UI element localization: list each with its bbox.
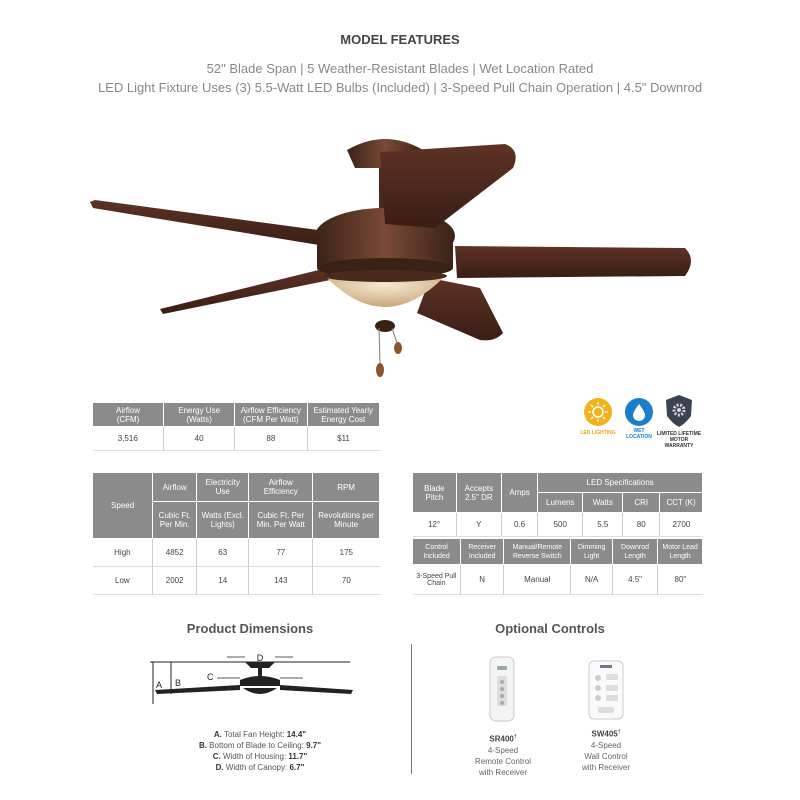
spec-table [412,472,703,537]
fan-blade [455,246,691,278]
list-item [140,752,380,761]
dim-value: 9.7" [306,741,322,750]
wet-location-label: WET LOCATION [626,428,652,440]
spec-amps-value: 0.6 [501,513,537,537]
speed-col-electricity: Electricity Use [197,473,249,502]
spec-watts-value: 5.5 [583,513,623,537]
features-line-2: LED Light Fixture Uses (3) 5.5-Watt LED Bulbs (Included) | 3-Speed Pull Chain Operation | 4.5" Downrod [97,80,703,95]
dim-label-b: B [175,678,182,688]
control-included-value: 3-Speed Pull Chain [413,565,461,595]
speed-low-rpm: 70 [313,567,380,595]
spec-accepts-value: Y [456,513,501,537]
reverse-switch-value: Manual [504,565,571,595]
finial [375,320,395,332]
dim-label-a: A [155,680,163,690]
spec-sub-watts: Watts [583,493,623,513]
diagram-blade [155,685,240,694]
speed-sub-electricity: Watts (Excl. Lights) [197,502,249,539]
pull-chain[interactable] [379,328,380,364]
dim-value: 6.7" [289,763,305,772]
table-row [93,539,380,567]
sw405-wall-control-image [588,660,624,720]
light-fitter [323,270,447,282]
control-col-dimming: Dimming Light [571,539,612,565]
sw405-model: SW405 [591,729,618,739]
speed-sub-efficiency: Cubic Ft. Per Min. Per Watt [249,502,313,539]
spec-col-pitch: Blade Pitch [413,473,457,513]
energy-col-use: Energy Use (Watts) [164,403,235,427]
speed-high-efficiency: 77 [249,539,313,567]
dim-key: D. [215,763,224,772]
spec-lumens-value: 500 [538,513,583,537]
pull-chain-fob[interactable] [394,342,402,354]
spec-col-amps: Amps [501,473,537,513]
sr400-remote-image [489,656,515,722]
speed-table [92,472,380,595]
speed-low-label: Low [93,567,153,595]
energy-table [92,402,380,451]
sun-icon [584,398,612,426]
fan-blade [160,266,340,314]
sw405-line: with Receiver [581,762,630,772]
dim-value: 14.4" [286,730,307,739]
speed-low-watts: 14 [197,567,249,595]
spec-cri-value: 80 [623,513,660,537]
speed-sub-airflow: Cubic Ft. Per Min. [153,502,197,539]
sr400-sup: † [513,734,517,740]
dim-key: B. [198,741,207,750]
speed-sub-rpm: Revolutions per Minute [313,502,380,539]
table-row [93,567,380,595]
speed-col-rpm: RPM [313,473,380,502]
speed-col-speed: Speed [93,473,153,539]
diagram-blade [280,685,353,694]
controls-title: Optional Controls [495,621,605,636]
spec-sub-cct: CCT (K) [660,493,703,513]
sw405-label [553,727,659,773]
features-line-1: 52" Blade Span | 5 Weather-Resistant Blades | Wet Location Rated [206,61,594,76]
motor-lead-length-value: 80" [658,565,703,595]
speed-high-airflow: 4852 [153,539,197,567]
table-row [413,565,703,595]
receiver-included-value: N [461,565,504,595]
motor-warranty-badge [665,394,693,428]
dim-key: C. [212,752,221,761]
sr400-line: 4-Speed [487,745,519,755]
spec-col-accepts: Accepts 2.5" DR [456,473,501,513]
dim-label-c: C [207,672,214,682]
fan-blade [380,144,516,228]
page-title: MODEL FEATURES [340,32,460,47]
dim-label-d: D [256,653,264,663]
speed-high-rpm: 175 [313,539,380,567]
sr400-label [448,732,558,778]
dim-label: Bottom of Blade to Ceiling: [209,741,304,750]
speed-high-watts: 63 [197,539,249,567]
list-item [140,763,380,772]
sr400-model: SR400 [489,734,514,744]
pull-chain-fob[interactable] [376,363,384,377]
speed-low-efficiency: 143 [249,567,313,595]
spec-sub-lumens: Lumens [538,493,583,513]
speed-high-label: High [93,539,153,567]
dim-label: Width of Canopy: [225,763,288,772]
energy-airflow-value: 3,516 [93,427,164,451]
energy-col-airflow: Airflow (CFM) [93,403,164,427]
diagram-housing [240,676,280,686]
water-drop-icon [625,398,653,426]
dimming-light-value: N/A [571,565,612,595]
dim-key: A. [213,730,222,739]
led-lighting-badge [584,398,612,426]
motor-warranty-label: LIMITED LIFETIME MOTOR WARRANTY [656,431,702,449]
dim-label: Total Fan Height: [223,730,285,739]
sw405-sup: † [617,729,621,735]
list-item [140,741,380,750]
control-col-control: Control Included [413,539,461,565]
speed-col-efficiency: Airflow Efficiency [249,473,313,502]
control-col-receiver: Receiver Included [461,539,504,565]
speed-low-airflow: 2002 [153,567,197,595]
list-item [140,730,380,739]
section-divider [411,644,412,774]
downrod-length-value: 4.5" [612,565,657,595]
control-col-downrod: Downrod Length [612,539,657,565]
energy-col-efficiency: Airflow Efficiency (CFM Per Watt) [235,403,307,427]
table-row [413,513,703,537]
spec-cct-value: 2700 [660,513,703,537]
control-col-motor-lead: Motor Lead Length [658,539,703,565]
sr400-line: with Receiver [478,767,527,777]
energy-col-cost: Estimated Yearly Energy Cost [307,403,379,427]
dim-label: Width of Housing: [222,752,287,761]
led-lighting-label: LED LIGHTING [580,430,616,436]
energy-use-value: 40 [164,427,235,451]
wet-location-badge [625,398,653,426]
control-table [412,538,703,595]
energy-efficiency-value: 88 [235,427,307,451]
dimensions-diagram [145,652,360,722]
energy-cost-value: $11 [307,427,379,451]
dimensions-title: Product Dimensions [186,621,314,636]
fan-blade [90,200,333,246]
dimensions-list [140,730,380,772]
sw405-line: Wall Control [584,751,628,761]
spec-col-led: LED Specifications [538,473,703,493]
dim-value: 11.7" [288,752,308,761]
spec-pitch-value: 12° [413,513,457,537]
diagram-light [243,688,277,694]
speed-col-airflow: Airflow [153,473,197,502]
sr400-line: Remote Control [474,756,532,766]
spec-sub-cri: CRI [623,493,660,513]
ceiling-fan-image [85,128,705,388]
control-col-reverse: Manual/Remote Reverse Switch [504,539,571,565]
sw405-line: 4-Speed [590,740,622,750]
pull-chain[interactable] [392,328,397,343]
